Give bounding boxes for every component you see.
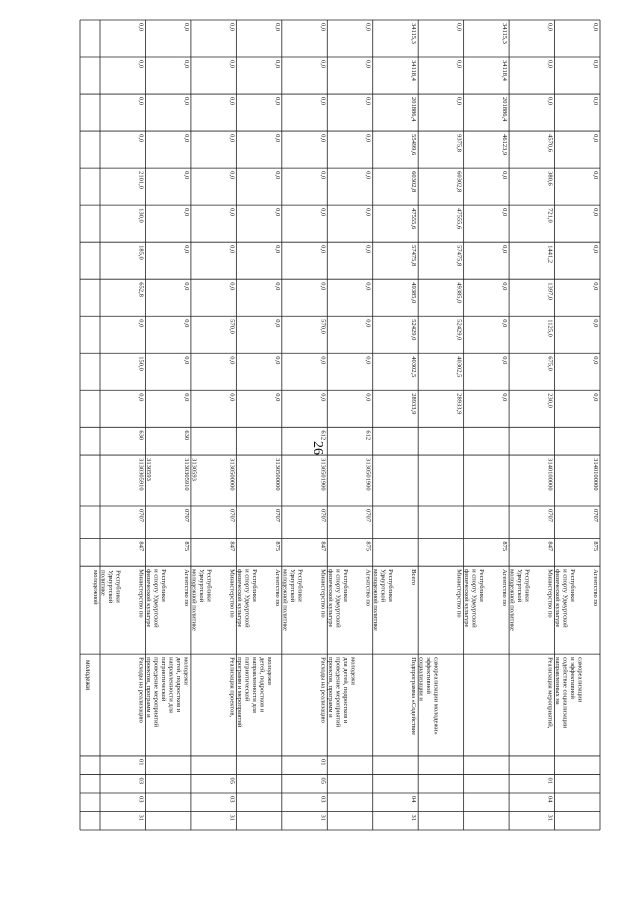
cell-exec: Агентство помолодежной политикеУдмуртскойРеспублики [273,569,304,631]
cell-v8: 0,0 [546,97,554,106]
cell-exec: Министерство пофизической культуреи спорту УдмуртскойРеспублики [319,569,349,628]
cell-v3: 49385,0 [410,282,418,304]
cell-v0: 28933,9 [455,393,463,415]
cell-v6: 380,6 [546,171,554,186]
cell-v2: 0,0 [592,319,599,328]
cell-v2: 570,0 [228,319,236,334]
cell-v6: 0,0 [182,171,190,180]
cell-v2: 570,0 [319,319,327,334]
cell-v9: 0,0 [137,60,145,69]
cell-grbs: 875 [592,541,599,552]
cell-v10: 0,0 [319,23,327,32]
cell-code3: 05 [228,777,236,784]
cell-v3: 0,0 [592,282,599,291]
cell-v4: 0,0 [501,245,509,254]
cell-v0: 0,0 [364,393,372,402]
cell-v7: 0,0 [182,134,190,143]
cell-v9: 0,0 [546,60,554,69]
cell-v7: 0,0 [228,134,236,143]
cell-v9: 0,0 [319,60,327,69]
cell-v5: 0,0 [319,208,327,217]
cell-rzpr: 0707 [273,509,281,522]
cell-v1: 675,0 [546,356,554,371]
cell-csr: 3130501900 [319,458,327,491]
cell-v1: 150,0 [137,356,145,371]
cell-v4: 0,0 [319,245,327,254]
cell-csr: 3140100000 [592,458,599,491]
cell-v9: 0,0 [364,60,372,69]
cell-v10: 0,0 [592,23,599,32]
cell-v3: 0,0 [501,282,509,291]
cell-v4: 185,0 [137,245,145,260]
cell-v4: 0,0 [592,245,599,254]
cell-grbs: 875 [273,541,281,552]
header-desc: молодежи [84,660,92,691]
cell-code3: 03 [137,777,145,784]
cell-desc: Подпрограмма «Содействиесоциализации иэффективнойсамореализации молодежи» [410,657,440,736]
cell-v2: 52429,0 [410,319,418,341]
cell-rzpr: 0707 [592,509,599,522]
cell-rzpr: 0707 [137,509,145,522]
cell-csr: 31303059103130593 [137,458,152,491]
cell-v8: 0,0 [137,97,145,106]
cell-code4: 01 [319,758,327,766]
cell-code1: 31 [319,814,327,821]
cell-csr: 3130500000 [273,458,281,491]
cell-v10: 34115,3 [410,23,418,44]
cell-v6: 2101,0 [137,171,145,189]
cell-v5: 47555,6 [455,208,463,230]
cell-v4: 1441,2 [546,245,554,264]
cell-v10: 0,0 [455,23,463,32]
cell-exec: Министерство пофизической культуреи спорту УдмуртскойРеспублики [137,569,167,628]
cell-v6: 0,0 [592,171,599,180]
cell-v10: 34115,3 [501,23,509,44]
cell-v10: 0,0 [228,23,236,32]
cell-v1: 0,0 [364,356,372,365]
cell-v1: 0,0 [182,356,190,365]
cell-v2: 1125,0 [546,319,554,337]
cell-v1: 0,0 [501,356,509,365]
cell-v2: 0,0 [501,319,509,328]
cell-v1: 0,0 [319,356,327,365]
cell-exec: Министерство пофизической культуреи спорту УдмуртскойРеспублики [546,569,577,628]
cell-grbs: 847 [546,541,554,552]
cell-v3: 0,0 [273,282,281,291]
page-number: 26 [310,441,325,455]
cell-v8: 0,0 [592,97,599,106]
cell-v5: 0,0 [273,208,281,217]
cell-csr: 3130500000 [228,458,236,491]
cell-csr: 3140100000 [546,458,554,491]
cell-v0: 0,0 [137,393,145,402]
cell-grbs: 875 [364,541,372,552]
cell-v9: 0,0 [592,60,599,69]
cell-v3: 0,0 [364,282,372,291]
cell-v6: 0,0 [501,171,509,180]
cell-exec: Агентство помолодежной политикеУдмуртскойРеспублики [182,569,213,631]
cell-v3: 49385,0 [455,282,463,304]
cell-v7: 0,0 [592,134,599,143]
cell-v8: 0,0 [182,97,190,106]
cell-v8: 0,0 [455,97,463,106]
cell-grbs: 875 [501,541,509,552]
cell-v3: 0,0 [228,282,236,291]
cell-code1: 31 [228,814,236,821]
cell-v0: 0,0 [228,393,236,402]
cell-v2: 0,0 [137,319,145,328]
cell-v7: 46123,9 [501,134,509,156]
cell-vr: 630 [182,430,190,441]
cell-v7: 0,0 [364,134,372,143]
cell-vr: 612 [319,430,327,441]
cell-code1: 31 [410,814,418,821]
cell-v10: 0,0 [273,23,281,32]
cell-v8: 0,0 [319,97,327,106]
cell-grbs: 847 [228,541,236,552]
cell-exec: Министерство пофизической культуреи спорту УдмуртскойРеспублики [228,569,258,628]
cell-exec: Агентство помолодежной политикеУдмуртскойРеспублики [501,569,531,631]
cell-v8: 201886,4 [501,97,509,122]
cell-v5: 130,0 [137,208,145,223]
cell-v7: 55499,6 [410,134,418,156]
cell-exec: Агентство по [592,569,599,607]
cell-grbs: 847 [137,541,145,552]
cell-v9: 34118,4 [501,60,509,81]
cell-code2: 04 [410,795,418,803]
cell-v3: 652,8 [137,282,145,297]
cell-exec: Агентство помолодежной политикеУдмуртскойРеспублики [364,569,395,631]
cell-v0: 0,0 [592,393,599,402]
cell-rzpr: 0707 [319,509,327,522]
cell-rzpr: 0707 [546,509,554,522]
cell-v6: 0,0 [319,171,327,180]
cell-v4: 57475,8 [455,245,463,267]
cell-grbs: 875 [182,541,190,552]
cell-rzpr: 0707 [182,509,190,522]
cell-v6: 0,0 [273,171,281,180]
cell-v6: 60302,8 [455,171,463,193]
cell-v1: 0,0 [228,356,236,365]
cell-csr: 3130501900 [364,458,372,491]
cell-v6: 0,0 [228,171,236,180]
cell-csr: 31303059103130593 [182,458,198,491]
cell-v7: 9375,8 [455,134,463,152]
cell-v0: 230,0 [546,393,554,408]
cell-v5: 47555,6 [410,208,418,230]
cell-v7: 0,0 [137,134,145,143]
cell-v0: 0,0 [501,393,509,402]
cell-v4: 0,0 [273,245,281,254]
cell-v7: 0,0 [273,134,281,143]
cell-v4: 57475,8 [410,245,418,267]
cell-v3: 1397,0 [546,282,554,301]
cell-rzpr: 0707 [228,509,236,522]
cell-v2: 52429,0 [455,319,463,341]
header-exec: молодежнойполитикеУдмуртскойРеспублики [92,570,122,605]
cell-v10: 0,0 [137,23,145,32]
cell-v1: 40302,5 [410,356,418,378]
cell-v2: 0,0 [364,319,372,328]
cell-desc: Расходы на реализациюпроектов, программ ипроведение мероприятийпатриотическойнаправленности длядетей, подростков имолодежи [137,657,190,728]
cell-code2: 04 [546,795,554,803]
cell-code4: 01 [137,758,145,766]
cell-v9: 0,0 [228,60,236,69]
cell-v5: 0,0 [592,208,599,217]
cell-v0: 0,0 [273,393,281,402]
cell-code2: 03 [137,795,145,803]
cell-v6: 0,0 [364,171,372,180]
cell-rzpr: 0707 [364,509,372,522]
cell-v9: 0,0 [182,60,190,69]
cell-v9: 34118,4 [410,60,418,81]
cell-v10: 0,0 [364,23,372,32]
cell-code2: 03 [228,795,236,803]
cell-v3: 0,0 [319,282,327,291]
cell-exec: Министерство пофизической культуреи спорту УдмуртскойРеспублики [455,569,486,628]
cell-v8: 0,0 [364,97,372,106]
cell-v6: 60302,8 [410,171,418,193]
cell-desc: Расходы на реализациюпроектов, программ ипроведение мероприятийдля детей, подростков имолодежи [319,657,357,728]
cell-v4: 0,0 [228,245,236,254]
cell-vr: 612 [364,430,372,441]
cell-v1: 0,0 [273,356,281,365]
cell-v1: 0,0 [592,356,599,365]
cell-code1: 31 [137,814,145,821]
cell-v4: 0,0 [364,245,372,254]
cell-v7: 0,0 [319,134,327,143]
cell-exec: Всего [410,569,418,586]
cell-v8: 201886,4 [410,97,418,122]
cell-v3: 0,0 [182,282,190,291]
cell-v9: 0,0 [273,60,281,69]
cell-code1: 31 [546,814,554,821]
cell-v2: 0,0 [273,319,281,328]
cell-v1: 40302,5 [455,356,463,378]
cell-v5: 721,0 [546,208,554,223]
cell-v10: 0,0 [182,23,190,32]
cell-code3: 01 [546,777,554,784]
cell-code2: 03 [319,795,327,803]
cell-v9: 0,0 [455,60,463,69]
cell-desc: Реализация проектов,программ и мероприятийпатриотическойнаправленности длядетей, подростков имолодежи [228,657,273,728]
cell-desc: Реализация мероприятий,направленных насодействие социализациии эффективнойсамореализации [546,657,584,729]
cell-grbs: 847 [319,541,327,552]
cell-v0: 0,0 [319,393,327,402]
cell-v2: 0,0 [182,319,190,328]
cell-v0: 0,0 [182,393,190,402]
cell-v8: 0,0 [228,97,236,106]
cell-v10: 0,0 [546,23,554,32]
cell-vr: 630 [137,430,145,441]
cell-v5: 0,0 [228,208,236,217]
cell-v7: 4570,6 [546,134,554,152]
cell-v8: 0,0 [273,97,281,106]
cell-v5: 0,0 [501,208,509,217]
cell-v5: 0,0 [182,208,190,217]
cell-v4: 0,0 [182,245,190,254]
cell-v0: 28933,9 [410,393,418,415]
cell-code3: 05 [319,777,327,784]
cell-v5: 0,0 [364,208,372,217]
